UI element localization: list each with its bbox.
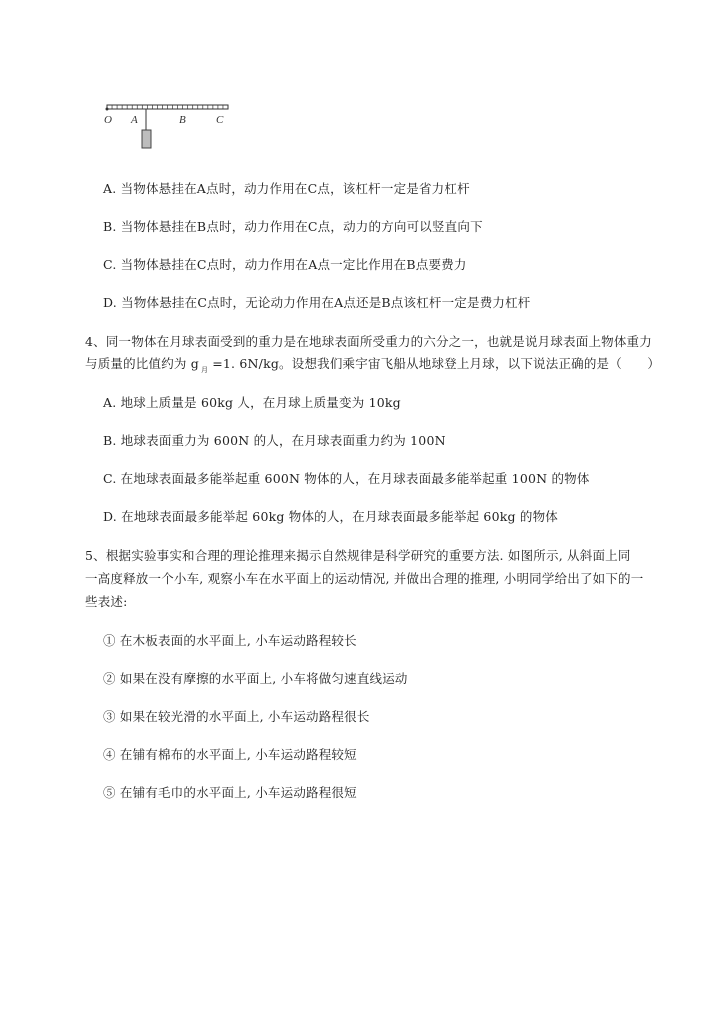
- hanging-weight: [142, 130, 151, 148]
- q4-stem-line-2: [85, 355, 660, 373]
- q3-option-c: C. 当物体悬挂在C点时，动力作用在A点一定比作用在B点要费力: [103, 257, 467, 272]
- label-c: C: [216, 114, 224, 126]
- q4-option-d: D. 在地球表面最多能举起 60kg 物体的人，在月球表面最多能举起 60kg 的物体: [103, 509, 558, 524]
- q5-statement-2: ② 如果在没有摩擦的水平面上, 小车将做匀速直线运动: [103, 671, 408, 686]
- label-o: O: [104, 114, 112, 126]
- q5-statement-3: ③ 如果在较光滑的水平面上, 小车运动路程很长: [103, 709, 370, 724]
- q5-statement-5: ⑤ 在铺有毛巾的水平面上, 小车运动路程很短: [103, 785, 357, 800]
- q5-stem-line-2: 一高度释放一个小车, 观察小车在水平面上的运动情况, 并做出合理的推理, 小明同学给出了如下的一: [85, 571, 644, 586]
- q4-stem-post: =1. 6N/kg。设想我们乘宇宙飞船从地球登上月球，以下说法正确的是（ ）: [212, 356, 661, 371]
- pivot-point: [106, 108, 109, 111]
- q3-option-a: A. 当物体悬挂在A点时，动力作用在C点，该杠杆一定是省力杠杆: [103, 181, 470, 196]
- q5-stem-line-3: 些表述:: [85, 594, 128, 609]
- q4-option-c: C. 在地球表面最多能举起重 600N 物体的人，在月球表面最多能举起重 100N 的物体: [103, 471, 590, 486]
- q5-statement-1: ① 在木板表面的水平面上, 小车运动路程较长: [103, 633, 357, 648]
- q3-option-d: D. 当物体悬挂在C点时，无论动力作用在A点还是B点该杠杆一定是费力杠杆: [103, 295, 531, 310]
- label-b: B: [179, 114, 186, 126]
- q4-option-a: A. 地球上质量是 60kg 人，在月球上质量变为 10kg: [103, 395, 401, 410]
- lever-bar: [107, 105, 228, 109]
- label-a: A: [131, 114, 138, 126]
- q4-stem-line-1: 4、同一物体在月球表面受到的重力是在地球表面所受重力的六分之一，也就是说月球表面上物体重力: [85, 334, 652, 349]
- lever-diagram: [100, 96, 240, 156]
- q5-statement-4: ④ 在铺有棉布的水平面上, 小车运动路程较短: [103, 747, 357, 762]
- q3-option-b: B. 当物体悬挂在B点时，动力作用在C点，动力的方向可以竖直向下: [103, 219, 483, 234]
- q5-stem-line-1: 5、根据实验事实和合理的理论推理来揭示自然规律是科学研究的重要方法. 如图所示, 从斜面上同: [85, 548, 631, 563]
- q4-subscript-moon: 月: [200, 365, 209, 374]
- q4-stem-pre: 与质量的比值约为 g: [85, 356, 199, 371]
- q4-option-b: B. 地球表面重力为 600N 的人，在月球表面重力约为 100N: [103, 433, 446, 448]
